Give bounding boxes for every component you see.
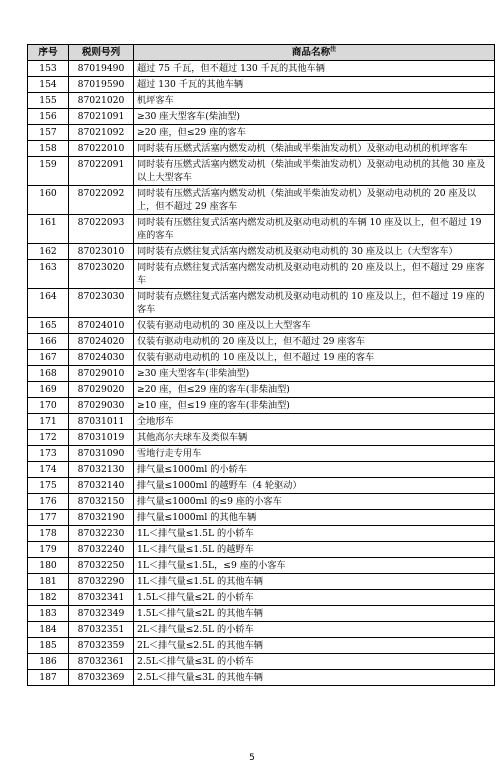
cell-tariff-code: 87021020 (69, 93, 134, 109)
cell-serial-number: 183 (28, 606, 69, 622)
table-row (28, 350, 495, 366)
table-row (28, 289, 495, 318)
cell-tariff-code: 87032140 (69, 478, 134, 494)
cell-tariff-code: 87019590 (69, 77, 134, 93)
table-row (28, 446, 495, 462)
cell-goods-name: 仅装有驱动电动机的 10 座及以上，但不超过 19 座的客车 (134, 350, 495, 366)
cell-serial-number: 164 (28, 289, 69, 318)
cell-goods-name: 同时装有压燃式活塞内燃发动机（柴油或半柴油发动机）及驱动电动机的 20 座及以上，但不超过 29 座客车 (134, 186, 495, 215)
cell-tariff-code: 87032250 (69, 558, 134, 574)
cell-serial-number: 170 (28, 398, 69, 414)
cell-tariff-code: 87032359 (69, 638, 134, 654)
table-row (28, 77, 495, 93)
cell-serial-number: 172 (28, 430, 69, 446)
cell-goods-name: 2.5L＜排气量≤3L 的其他车辆 (134, 670, 495, 686)
cell-serial-number: 159 (28, 157, 69, 186)
table-row (28, 558, 495, 574)
cell-serial-number: 174 (28, 462, 69, 478)
table-row (28, 414, 495, 430)
cell-serial-number: 162 (28, 244, 69, 260)
table-body (28, 61, 495, 686)
cell-tariff-code: 87032351 (69, 622, 134, 638)
table-row (28, 622, 495, 638)
table-row (28, 398, 495, 414)
cell-goods-name: 1.5L＜排气量≤2L 的其他车辆 (134, 606, 495, 622)
cell-goods-name: 2L＜排气量≤2.5L 的其他车辆 (134, 638, 495, 654)
cell-goods-name: 仅装有驱动电动机的 20 座及以上，但不超过 29 座客车 (134, 334, 495, 350)
cell-goods-name: 排气量≤1000ml 的≤9 座的小客车 (134, 494, 495, 510)
table-row (28, 382, 495, 398)
table-row (28, 670, 495, 686)
cell-tariff-code: 87032341 (69, 590, 134, 606)
cell-goods-name: 排气量≤1000ml 的越野车（4 轮驱动） (134, 478, 495, 494)
cell-serial-number: 158 (28, 141, 69, 157)
cell-tariff-code: 87032230 (69, 526, 134, 542)
cell-goods-name: 1L＜排气量≤1.5L，≤9 座的小客车 (134, 558, 495, 574)
cell-serial-number: 181 (28, 574, 69, 590)
cell-goods-name: ≥20 座，但≤29 座的客车(非柴油型) (134, 382, 495, 398)
cell-tariff-code: 87029020 (69, 382, 134, 398)
header-serial-number: 序号 (28, 45, 69, 61)
table-row (28, 590, 495, 606)
tariff-table (27, 44, 495, 686)
table-row (28, 93, 495, 109)
table-row (28, 494, 495, 510)
cell-tariff-code: 87032190 (69, 510, 134, 526)
cell-tariff-code: 87021091 (69, 109, 134, 125)
cell-goods-name: 全地形车 (134, 414, 495, 430)
cell-goods-name: 1L＜排气量≤1.5L 的越野车 (134, 542, 495, 558)
table-row (28, 109, 495, 125)
cell-tariff-code: 87032290 (69, 574, 134, 590)
cell-serial-number: 156 (28, 109, 69, 125)
header-tariff-code: 税则号列 (69, 45, 134, 61)
cell-serial-number: 155 (28, 93, 69, 109)
cell-serial-number: 180 (28, 558, 69, 574)
cell-tariff-code: 87029010 (69, 366, 134, 382)
cell-tariff-code: 87023020 (69, 260, 134, 289)
table-row (28, 215, 495, 244)
cell-tariff-code: 87029030 (69, 398, 134, 414)
cell-goods-name: ≥10 座，但≤19 座的客车(非柴油型) (134, 398, 495, 414)
cell-goods-name: 2.5L＜排气量≤3L 的小轿车 (134, 654, 495, 670)
cell-serial-number: 160 (28, 186, 69, 215)
cell-goods-name: 排气量≤1000ml 的小轿车 (134, 462, 495, 478)
cell-serial-number: 154 (28, 77, 69, 93)
table-row (28, 318, 495, 334)
cell-tariff-code: 87023030 (69, 289, 134, 318)
cell-goods-name: 其他高尔夫球车及类似车辆 (134, 430, 495, 446)
cell-tariff-code: 87021092 (69, 125, 134, 141)
cell-tariff-code: 87032369 (69, 670, 134, 686)
cell-tariff-code: 87024020 (69, 334, 134, 350)
table-row (28, 125, 495, 141)
table-row (28, 244, 495, 260)
cell-serial-number: 167 (28, 350, 69, 366)
cell-serial-number: 173 (28, 446, 69, 462)
cell-serial-number: 161 (28, 215, 69, 244)
table-row (28, 638, 495, 654)
cell-tariff-code: 87022092 (69, 186, 134, 215)
table-row (28, 542, 495, 558)
cell-goods-name: ≥20 座，但≤29 座的客车 (134, 125, 495, 141)
cell-tariff-code: 87032361 (69, 654, 134, 670)
cell-serial-number: 177 (28, 510, 69, 526)
table-row (28, 157, 495, 186)
cell-tariff-code: 87024030 (69, 350, 134, 366)
cell-serial-number: 157 (28, 125, 69, 141)
table-row (28, 430, 495, 446)
table-row (28, 526, 495, 542)
cell-goods-name: 机坪客车 (134, 93, 495, 109)
cell-tariff-code: 87022091 (69, 157, 134, 186)
cell-tariff-code: 87031019 (69, 430, 134, 446)
page-number: 5 (249, 753, 255, 763)
cell-serial-number: 179 (28, 542, 69, 558)
cell-goods-name: 1L＜排气量≤1.5L 的小轿车 (134, 526, 495, 542)
cell-serial-number: 178 (28, 526, 69, 542)
cell-tariff-code: 87032130 (69, 462, 134, 478)
cell-serial-number: 169 (28, 382, 69, 398)
table-row (28, 574, 495, 590)
cell-serial-number: 166 (28, 334, 69, 350)
cell-goods-name: 1L＜排气量≤1.5L 的其他车辆 (134, 574, 495, 590)
cell-tariff-code: 87032349 (69, 606, 134, 622)
cell-tariff-code: 87019490 (69, 61, 134, 77)
table-row (28, 186, 495, 215)
table-row (28, 366, 495, 382)
cell-goods-name: 仅装有驱动电动机的 30 座及以上大型客车 (134, 318, 495, 334)
cell-serial-number: 175 (28, 478, 69, 494)
cell-serial-number: 168 (28, 366, 69, 382)
header-goods-name (134, 45, 495, 61)
cell-tariff-code: 87022010 (69, 141, 134, 157)
cell-goods-name: 1.5L＜排气量≤2L 的小轿车 (134, 590, 495, 606)
cell-goods-name: ≥30 座大型客车(柴油型) (134, 109, 495, 125)
table-row (28, 462, 495, 478)
cell-goods-name: 2L＜排气量≤2.5L 的小轿车 (134, 622, 495, 638)
cell-tariff-code: 87031090 (69, 446, 134, 462)
table-row (28, 510, 495, 526)
cell-serial-number: 176 (28, 494, 69, 510)
table-row (28, 478, 495, 494)
cell-goods-name: 排气量≤1000ml 的其他车辆 (134, 510, 495, 526)
cell-tariff-code: 87024010 (69, 318, 134, 334)
cell-tariff-code: 87023010 (69, 244, 134, 260)
table-row (28, 141, 495, 157)
cell-serial-number: 187 (28, 670, 69, 686)
cell-goods-name: 超过 130 千瓦的其他车辆 (134, 77, 495, 93)
cell-tariff-code: 87032150 (69, 494, 134, 510)
cell-goods-name: 同时装有点燃往复式活塞内燃发动机及驱动电动机的 20 座及以上，但不超过 29 座客车 (134, 260, 495, 289)
cell-goods-name: 超过 75 千瓦，但不超过 130 千瓦的其他车辆 (134, 61, 495, 77)
table-header-row (28, 45, 495, 61)
cell-goods-name: 同时装有点燃往复式活塞内燃发动机及驱动电动机的 10 座及以上，但不超过 19 座的客车 (134, 289, 495, 318)
cell-goods-name: 同时装有压燃往复式活塞内燃发动机及驱动电动机的车辆 10 座及以上，但不超过 19 座的客车 (134, 215, 495, 244)
table-row (28, 260, 495, 289)
cell-serial-number: 163 (28, 260, 69, 289)
cell-serial-number: 165 (28, 318, 69, 334)
cell-tariff-code: 87032240 (69, 542, 134, 558)
header-note-mark: 注 (330, 45, 337, 53)
cell-serial-number: 171 (28, 414, 69, 430)
table-row (28, 654, 495, 670)
cell-goods-name: 同时装有压燃式活塞内燃发动机（柴油或半柴油发动机）及驱动电动机的机坪客车 (134, 141, 495, 157)
cell-tariff-code: 87022093 (69, 215, 134, 244)
table-row (28, 334, 495, 350)
table-row (28, 606, 495, 622)
cell-serial-number: 184 (28, 622, 69, 638)
cell-serial-number: 185 (28, 638, 69, 654)
cell-goods-name: 同时装有压燃式活塞内燃发动机（柴油或半柴油发动机）及驱动电动机的其他 30 座及以上大型客车 (134, 157, 495, 186)
cell-goods-name: ≥30 座大型客车(非柴油型) (134, 366, 495, 382)
cell-goods-name: 同时装有点燃往复式活塞内燃发动机及驱动电动机的 30 座及以上（大型客车） (134, 244, 495, 260)
cell-serial-number: 153 (28, 61, 69, 77)
cell-goods-name: 雪地行走专用车 (134, 446, 495, 462)
table-row (28, 61, 495, 77)
cell-tariff-code: 87031011 (69, 414, 134, 430)
header-goods-name-label: 商品名称 (291, 47, 331, 58)
cell-serial-number: 182 (28, 590, 69, 606)
cell-serial-number: 186 (28, 654, 69, 670)
